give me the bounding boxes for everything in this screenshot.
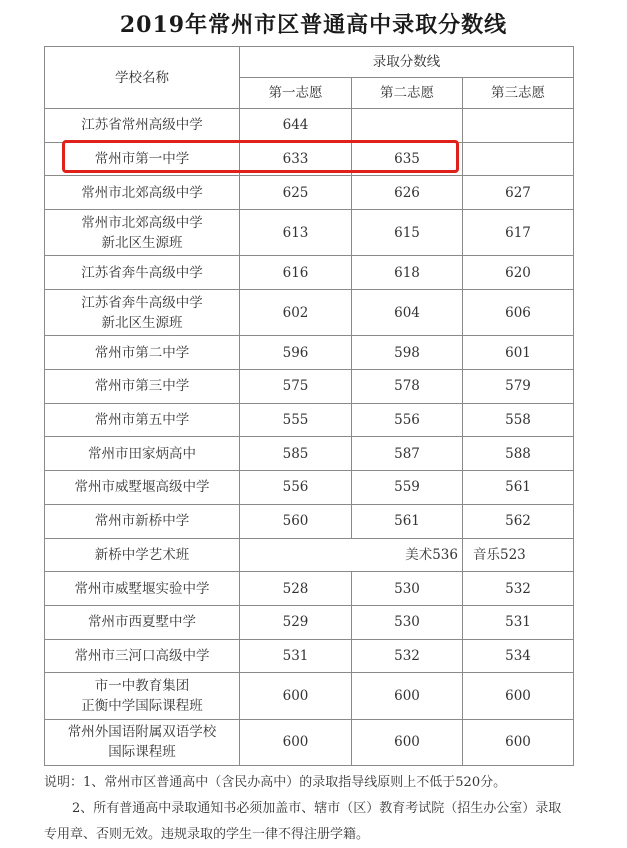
school-name-line: 正衡中学国际课程班 <box>81 697 203 714</box>
table-row <box>45 210 574 256</box>
school-name-line: 常州市威墅堰高级中学 <box>74 479 210 496</box>
school-name-cell <box>45 109 240 143</box>
score-choice-2 <box>352 109 463 143</box>
score-choice-3: 531 <box>463 605 574 639</box>
school-name-line: 江苏省奔牛高级中学 <box>81 294 203 311</box>
score-choice-2: 530 <box>352 572 463 606</box>
page-title: 2019年常州市区普通高中录取分数线 <box>119 12 508 38</box>
score-choice-2: 600 <box>352 673 463 719</box>
score-choice-1: 556 <box>240 471 352 505</box>
special-score-music: 音乐523 <box>463 538 574 572</box>
score-choice-2: 587 <box>352 437 463 471</box>
score-choice-2: 635 <box>352 142 463 176</box>
score-choice-2: 626 <box>352 176 463 210</box>
score-choice-2: 615 <box>352 210 463 256</box>
table-row <box>45 719 574 765</box>
score-choice-2: 618 <box>352 256 463 290</box>
school-name-line: 国际课程班 <box>108 744 176 761</box>
school-name-line: 常州市第三中学 <box>94 378 190 395</box>
score-choice-1: 596 <box>240 336 352 370</box>
school-name-cell <box>45 572 240 606</box>
score-choice-3: 606 <box>463 290 574 336</box>
school-name-line: 常州市北郊高级中学 <box>81 184 203 201</box>
score-choice-1: 600 <box>240 719 352 765</box>
table-row <box>45 639 574 673</box>
table-row <box>45 403 574 437</box>
score-choice-3: 579 <box>463 370 574 404</box>
table-row <box>45 437 574 471</box>
score-choice-1: 555 <box>240 403 352 437</box>
table-row <box>45 471 574 505</box>
school-name-line: 常州市第五中学 <box>94 412 190 429</box>
table-row <box>45 538 574 572</box>
score-choice-1: 644 <box>240 109 352 143</box>
school-name-line: 常州市第二中学 <box>94 344 190 361</box>
score-choice-3: 532 <box>463 572 574 606</box>
score-choice-2: 604 <box>352 290 463 336</box>
score-choice-2: 532 <box>352 639 463 673</box>
school-name-cell <box>45 370 240 404</box>
school-name-line: 常州外国语附属双语学校 <box>67 724 217 741</box>
score-choice-1: 529 <box>240 605 352 639</box>
score-choice-2: 578 <box>352 370 463 404</box>
table-row <box>45 290 574 336</box>
school-name-line: 江苏省奔牛高级中学 <box>81 264 203 281</box>
highlight-box <box>62 140 459 173</box>
score-choice-3 <box>463 109 574 143</box>
school-name-line: 常州市新桥中学 <box>94 513 190 530</box>
score-choice-2: 561 <box>352 504 463 538</box>
score-choice-1: 528 <box>240 572 352 606</box>
school-name-cell <box>45 256 240 290</box>
notes <box>44 770 604 848</box>
score-choice-1: 600 <box>240 673 352 719</box>
note-line-1: 说明：1、常州市区普通高中（含民办高中）的录取指导线原则上不低于520分。 <box>44 775 507 790</box>
table-row <box>45 176 574 210</box>
header-choice-3: 第三志愿 <box>463 78 574 109</box>
school-name-line: 江苏省常州高级中学 <box>81 117 203 134</box>
special-score-art: 美术536 <box>240 538 463 572</box>
table-row <box>45 336 574 370</box>
school-name-cell <box>45 471 240 505</box>
score-choice-3: 534 <box>463 639 574 673</box>
table-row <box>45 256 574 290</box>
score-choice-3: 600 <box>463 719 574 765</box>
school-name-cell <box>45 673 240 719</box>
score-choice-2: 598 <box>352 336 463 370</box>
score-choice-1: 602 <box>240 290 352 336</box>
school-name-line: 常州市三河口高级中学 <box>74 647 210 664</box>
score-choice-3: 617 <box>463 210 574 256</box>
header-score-group: 录取分数线 <box>240 47 574 78</box>
note-line-3: 专用章、否则无效。违规录取的学生一律不得注册学籍。 <box>44 827 370 842</box>
score-choice-3: 561 <box>463 471 574 505</box>
header-school: 学校名称 <box>45 47 240 109</box>
score-choice-3: 620 <box>463 256 574 290</box>
score-choice-3: 558 <box>463 403 574 437</box>
school-name-cell <box>45 290 240 336</box>
score-choice-1: 616 <box>240 256 352 290</box>
school-name-line: 常州市北郊高级中学 <box>81 214 203 231</box>
score-choice-2: 556 <box>352 403 463 437</box>
score-choice-1: 531 <box>240 639 352 673</box>
school-name-cell <box>45 504 240 538</box>
school-name-cell <box>45 538 240 572</box>
school-name-line: 新桥中学艺术班 <box>94 546 190 563</box>
score-choice-1: 560 <box>240 504 352 538</box>
score-choice-3: 627 <box>463 176 574 210</box>
school-name-cell <box>45 403 240 437</box>
score-choice-2: 600 <box>352 719 463 765</box>
school-name-line: 常州市西夏墅中学 <box>88 614 196 631</box>
school-name-line: 常州市田家炳高中 <box>88 445 196 462</box>
header-choice-2: 第二志愿 <box>352 78 463 109</box>
score-choice-3: 588 <box>463 437 574 471</box>
school-name-cell <box>45 437 240 471</box>
school-name-cell <box>45 605 240 639</box>
school-name-cell <box>45 719 240 765</box>
table-row <box>45 673 574 719</box>
school-name-cell <box>45 336 240 370</box>
note-line-2: 2、所有普通高中录取通知书必须加盖市、辖市（区）教育考试院（招生办公室）录取 <box>72 801 562 816</box>
school-name-cell <box>45 639 240 673</box>
table-row <box>45 504 574 538</box>
score-choice-1: 575 <box>240 370 352 404</box>
table-row <box>45 370 574 404</box>
school-name-cell <box>45 176 240 210</box>
score-choice-1: 625 <box>240 176 352 210</box>
school-name-line: 市一中教育集团 <box>94 677 190 694</box>
school-name-line: 新北区生源班 <box>101 314 183 331</box>
score-choice-3 <box>463 142 574 176</box>
table-row <box>45 605 574 639</box>
school-name-line: 常州市第一中学 <box>94 151 190 168</box>
header-choice-1: 第一志愿 <box>240 78 352 109</box>
table-body <box>45 109 574 766</box>
school-name-cell <box>45 210 240 256</box>
score-choice-2: 559 <box>352 471 463 505</box>
score-choice-2: 530 <box>352 605 463 639</box>
score-choice-3: 601 <box>463 336 574 370</box>
score-choice-3: 600 <box>463 673 574 719</box>
school-name-line: 常州市威墅堰实验中学 <box>74 580 210 597</box>
score-choice-1: 613 <box>240 210 352 256</box>
table-row <box>45 572 574 606</box>
school-name-line: 新北区生源班 <box>101 234 183 251</box>
table-row <box>45 109 574 143</box>
score-choice-3: 562 <box>463 504 574 538</box>
score-choice-1: 585 <box>240 437 352 471</box>
score-choice-1: 633 <box>240 142 352 176</box>
